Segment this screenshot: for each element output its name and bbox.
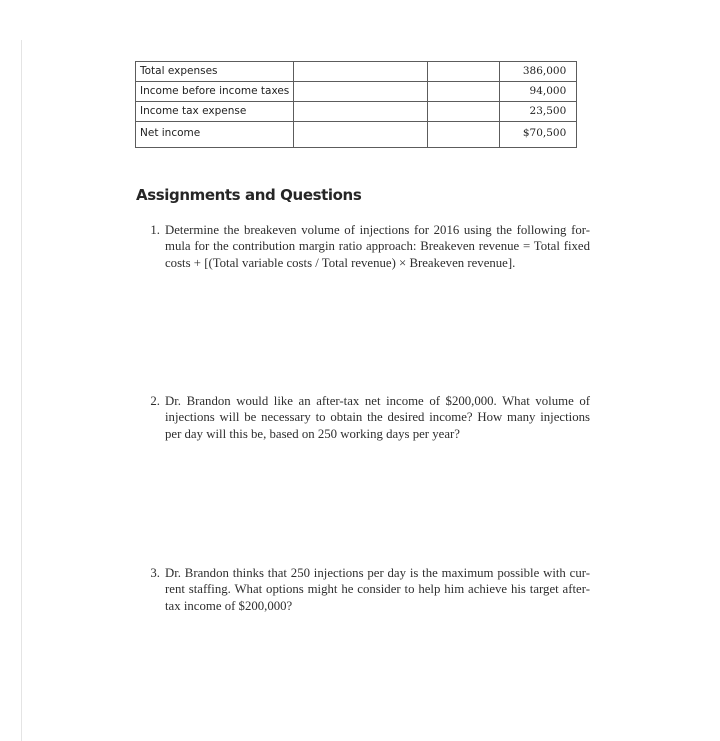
question-item xyxy=(140,393,590,442)
question-text: Determine the breakeven volume of injections for 2016 using the following for-mula for the contribution margin ratio approach: Breakeven revenue = Total fixed costs + [(Total variable costs / Total revenue) × Breakeven revenue]. xyxy=(165,223,590,270)
row-label: Total expenses xyxy=(136,62,294,82)
empty-cell xyxy=(428,122,500,148)
question-text: Dr. Brandon would like an after-tax net income of $200,000. What volume of injections will be necessary to obtain the desired income? How many injections per day will this be, based on 250 working days per year? xyxy=(165,394,590,441)
row-value: $70,500 xyxy=(500,122,577,148)
question-number: 1. xyxy=(150,223,160,237)
empty-cell xyxy=(294,62,428,82)
empty-cell xyxy=(428,102,500,122)
question-text: Dr. Brandon thinks that 250 injections per day is the maximum possible with cur-rent staffing. What options might he consider to help him achieve his target after-tax income of $200,000? xyxy=(165,566,590,613)
empty-cell xyxy=(428,82,500,102)
income-statement-table xyxy=(135,61,577,148)
question-item xyxy=(140,565,590,614)
row-value: 23,500 xyxy=(500,102,577,122)
table-row xyxy=(136,82,577,102)
page-margin-rule xyxy=(21,40,22,741)
question-item xyxy=(140,222,590,271)
row-label: Net income xyxy=(136,122,294,148)
row-value: 386,000 xyxy=(500,62,577,82)
table-row xyxy=(136,122,577,148)
section-heading: Assignments and Questions xyxy=(136,186,362,204)
question-number: 2. xyxy=(150,394,160,408)
row-label: Income tax expense xyxy=(136,102,294,122)
row-label: Income before income taxes xyxy=(136,82,294,102)
row-value: 94,000 xyxy=(500,82,577,102)
empty-cell xyxy=(294,82,428,102)
empty-cell xyxy=(294,122,428,148)
question-number: 3. xyxy=(150,566,160,580)
table-row xyxy=(136,102,577,122)
empty-cell xyxy=(428,62,500,82)
table-row xyxy=(136,62,577,82)
empty-cell xyxy=(294,102,428,122)
